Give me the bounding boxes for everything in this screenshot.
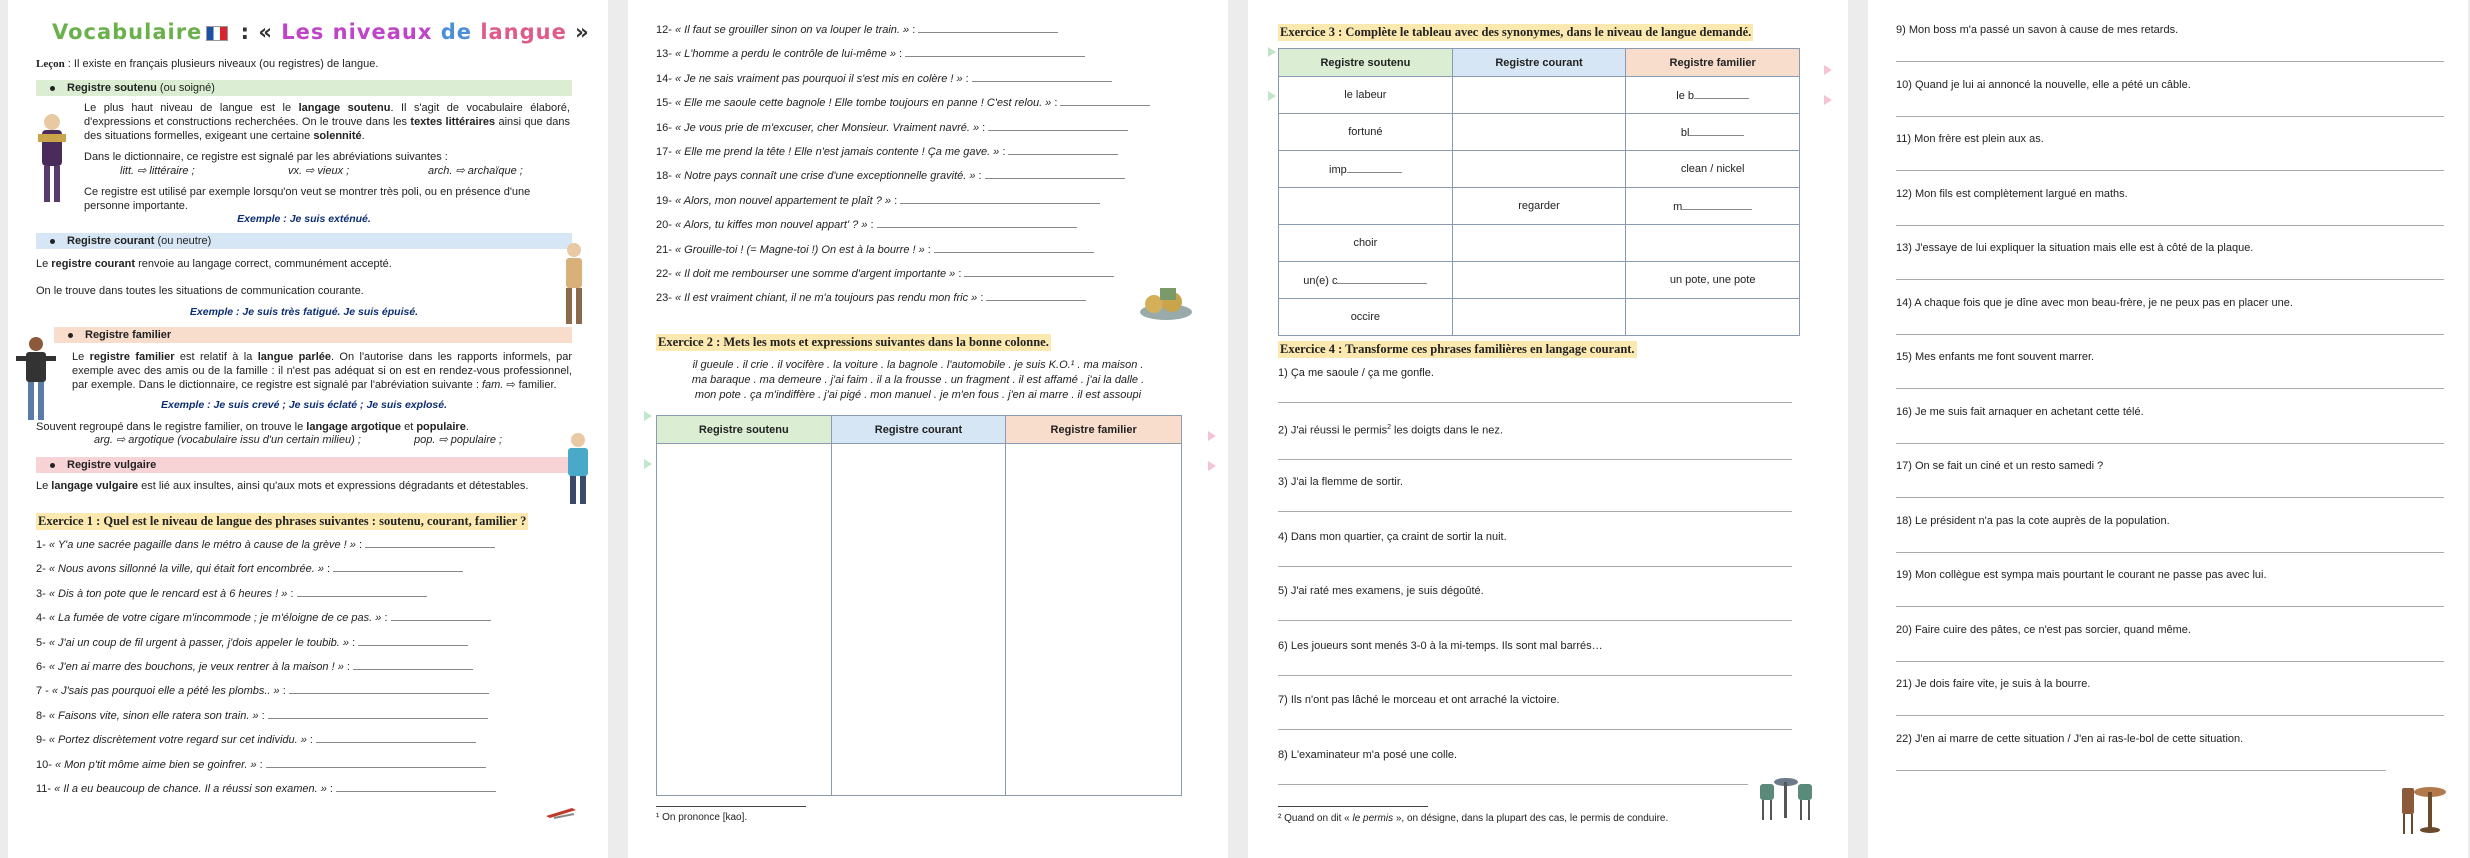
exercise-4-item: 17) On se fait un ciné et un resto samedi ? — [1896, 459, 2456, 514]
answer-line[interactable] — [1278, 459, 1792, 460]
answer-blank[interactable] — [986, 291, 1086, 301]
exercise-1-item: 21- « Grouille-toi ! (= Magne-toi !) On est à la bourre ! » : — [656, 243, 1150, 267]
word-bank-line: il gueule . il crie . il vocifère . la voiture . la bagnole . l'automobile . je suis K.O.¹ . ma maison . — [692, 359, 1144, 371]
exercise-4-item: 8) L'examinateur m'a posé une colle. — [1278, 748, 1808, 803]
exercise-1-item: 14- « Je ne sais vraiment pas pourquoi il s'est mis en colère ! » : — [656, 72, 1150, 96]
table-cell[interactable] — [1452, 114, 1626, 151]
familier-example: Exemple : Je suis crevé ; Je suis éclaté ; Je suis explosé. — [161, 399, 447, 411]
answer-blank[interactable] — [365, 538, 495, 548]
answer-line[interactable] — [1896, 225, 2444, 226]
exercise-2-word-bank — [656, 358, 1180, 403]
exercise-1-item: 22- « Il doit me rembourser une somme d'argent importante » : — [656, 267, 1150, 291]
answer-blank[interactable] — [1337, 274, 1427, 284]
column-header-familier: Registre familier — [1006, 416, 1182, 444]
decorative-arrow-icon — [1188, 430, 1216, 442]
column-header-courant: Registre courant — [831, 416, 1006, 444]
exercise-4-item: 10) Quand je lui ai annoncé la nouvelle, elle a pété un câble. — [1896, 78, 2456, 133]
title-word: Les niveaux — [281, 20, 433, 44]
answer-line[interactable] — [1896, 116, 2444, 117]
title-punct: » — [566, 20, 590, 44]
exercise-1-item: 1- « Y'a une sacrée pagaille dans le métro à cause de la grève ! » : — [36, 538, 496, 562]
exercise-4-list — [1278, 366, 1808, 802]
table-cell[interactable]: le b — [1626, 77, 1800, 114]
cafe-chairs-illustration — [1756, 762, 1816, 824]
answer-blank[interactable] — [934, 243, 1094, 253]
decorative-arrow-icon — [1804, 64, 1832, 76]
exercise-4-item: 14) A chaque fois que je dîne avec mon beau-frère, je ne peux pas en placer une. — [1896, 296, 2456, 351]
column-header-familier: Registre familier — [1626, 49, 1800, 77]
answer-blank[interactable] — [358, 636, 468, 646]
table-cell[interactable]: le labeur — [1279, 77, 1453, 114]
courant-example: Exemple : Je suis très fatigué. Je suis épuisé. — [189, 306, 419, 318]
answer-blank[interactable] — [918, 23, 1058, 33]
word-bank-line: mon pote . ça m'indiffère . j'ai pigé . mon manuel . je m'en fous . j'en ai marre . il est assoupi — [694, 389, 1142, 401]
answer-blank[interactable] — [391, 611, 491, 621]
table-cell[interactable] — [1452, 151, 1626, 188]
exercise-3-heading: Exercice 3 : Complète le tableau avec des synonymes, dans le niveau de langue demandé. — [1280, 25, 1752, 39]
abbr-arg: arg. ⇨ argotique (vocabulaire issu d'un certain milieu) ; — [94, 434, 361, 446]
exercise-1-item: 19- « Alors, mon nouvel appartement te plaît ? » : — [656, 194, 1150, 218]
exercise-4-item: 11) Mon frère est plein aux as. — [1896, 132, 2456, 187]
table-cell[interactable]: choir — [1279, 225, 1453, 262]
answer-blank[interactable] — [1060, 96, 1150, 106]
worksheet-page-4 — [1868, 0, 2468, 858]
answer-blank[interactable] — [333, 562, 463, 572]
abbr-litt: litt. ⇨ littéraire ; — [120, 165, 195, 177]
footnote: ² Quand on dit « le permis », on désigne, dans la plupart des cas, le permis de conduire. — [1278, 813, 1669, 824]
column-header-soutenu: Registre soutenu — [657, 416, 832, 444]
exercise-1-item: 20- « Alors, tu kiffes mon nouvel appart' ? » : — [656, 218, 1150, 242]
abbr-vx: vx. ⇨ vieux ; — [288, 165, 350, 177]
decorative-arrow-icon — [1248, 46, 1276, 58]
exercise-3-table — [1278, 48, 1800, 336]
answer-line[interactable] — [1896, 334, 2444, 335]
decorative-arrow-icon — [1248, 90, 1276, 102]
table-cell[interactable] — [1452, 262, 1626, 299]
column-header-soutenu: Registre soutenu — [1279, 49, 1453, 77]
table-cell[interactable]: imp — [1279, 151, 1453, 188]
page-title — [52, 20, 590, 44]
answer-line[interactable] — [1278, 729, 1792, 730]
exercise-1-item: 23- « Il est vraiment chiant, il ne m'a toujours pas rendu mon fric » : — [656, 291, 1150, 315]
exercise-1-item: 9- « Portez discrètement votre regard sur cet individu. » : — [36, 733, 496, 757]
exercise-4-item: 6) Les joueurs sont menés 3-0 à la mi-temps. Ils sont mal barrés… — [1278, 639, 1808, 694]
answer-blank[interactable] — [877, 218, 1077, 228]
bistro-table-illustration — [2398, 768, 2454, 836]
answer-blank[interactable] — [353, 660, 473, 670]
table-cell[interactable]: regarder — [1452, 188, 1626, 225]
exercise-4-item: 7) Ils n'ont pas lâché le morceau et ont arraché la victoire. — [1278, 693, 1808, 748]
answer-line[interactable] — [1278, 620, 1792, 621]
column-header-courant: Registre courant — [1452, 49, 1626, 77]
exercise-4-item: 22) J'en ai marre de cette situation / J'en ai ras-le-bol de cette situation. — [1896, 732, 2456, 787]
answer-blank[interactable] — [972, 72, 1112, 82]
worksheet-page-2 — [628, 0, 1228, 858]
exercise-4-item: 16) Je me suis fait arnaquer en achetant cette télé. — [1896, 405, 2456, 460]
answer-blank[interactable] — [1694, 89, 1749, 99]
lesson-intro: Leçon : Il existe en français plusieurs niveaux (ou registres) de langue. — [36, 58, 379, 70]
answer-line[interactable] — [1896, 770, 2386, 771]
exercise-4-item: 3) J'ai la flemme de sortir. — [1278, 475, 1808, 530]
exercise-4-item: 5) J'ai raté mes examens, je suis dégoûté. — [1278, 584, 1808, 639]
answer-line[interactable] — [1896, 61, 2444, 62]
exercise-1-list — [36, 538, 496, 806]
exercise-1-item: 4- « La fumée de votre cigare m'incommode ; je m'éloigne de ce pas. » : — [36, 611, 496, 635]
french-flag-icon — [206, 26, 228, 41]
answer-line[interactable] — [1278, 784, 1748, 785]
table-cell[interactable]: bl — [1626, 114, 1800, 151]
exercise-4-item: 1) Ça me saoule / ça me gonfle. — [1278, 366, 1808, 421]
answer-blank[interactable] — [336, 782, 496, 792]
answer-line[interactable] — [1896, 606, 2444, 607]
answer-line[interactable] — [1896, 661, 2444, 662]
exercise-1-item: 17- « Elle me prend la tête ! Elle n'est jamais contente ! Ça me gave. » : — [656, 145, 1150, 169]
answer-line[interactable] — [1896, 170, 2444, 171]
exercise-1-item: 10- « Mon p'tit môme aime bien se goinfrer. » : — [36, 758, 496, 782]
footnote-separator — [656, 806, 806, 807]
exercise-1-heading: Exercice 1 : Quel est le niveau de langue des phrases suivantes : soutenu, courant, familier ? — [38, 514, 527, 528]
worksheet-page-1 — [8, 0, 608, 858]
nobleman-illustration — [32, 110, 72, 206]
exercise-4-list-continued — [1896, 23, 2456, 786]
exercise-1-item: 16- « Je vous prie de m'excuser, cher Monsieur. Vraiment navré. » : — [656, 121, 1150, 145]
exercise-1-list-continued — [656, 23, 1150, 316]
table-cell[interactable]: fortuné — [1279, 114, 1453, 151]
soutenu-usage: Ce registre est utilisé par exemple lorsqu'on veut se montrer très poli, ou en présence d'une personne importante. — [84, 186, 531, 212]
exercise-2-heading: Exercice 2 : Mets les mots et expressions suivantes dans la bonne colonne. — [658, 335, 1049, 349]
exercise-4-heading: Exercice 4 : Transforme ces phrases familières en langage courant. — [1280, 342, 1635, 356]
answer-blank[interactable] — [297, 587, 427, 597]
word-bank-line: ma baraque . ma demeure . j'ai faim . il a la frousse . un fragment . il est affamé . j'ai la dalle . — [691, 374, 1145, 386]
answer-blank[interactable] — [268, 709, 488, 719]
exercise-1-item: 5- « J'ai un coup de fil urgent à passer, j'dois appeler le toubib. » : — [36, 636, 496, 660]
courant-usage: On le trouve dans toutes les situations de communication courante. — [36, 285, 364, 297]
vulgaire-paragraph: Le langage vulgaire est lié aux insultes, ainsi qu'aux mots et expressions dégradants et détestables. — [36, 480, 529, 492]
answer-blank[interactable] — [964, 267, 1114, 277]
answer-blank[interactable] — [985, 169, 1125, 179]
answer-line[interactable] — [1278, 566, 1792, 567]
exercise-2-table — [656, 415, 1182, 796]
exercise-4-item: 20) Faire cuire des pâtes, ce n'est pas sorcier, quand même. — [1896, 623, 2456, 678]
exercise-4-item: 12) Mon fils est complètement largué en maths. — [1896, 187, 2456, 242]
courant-paragraph: Le registre courant renvoie au langage correct, communément accepté. — [36, 258, 392, 270]
title-word: langue — [480, 20, 567, 44]
exercise-4-item: 2) J'ai réussi le permis$^2$ les doigts dans le nez. — [1278, 421, 1808, 476]
answer-blank[interactable] — [1347, 163, 1402, 173]
title-punct: : « — [232, 20, 282, 44]
band-registre-courant: Registre courant (ou neutre) — [36, 233, 572, 249]
exercise-1-item: 11- « Il a eu beaucoup de chance. Il a réussi son examen. » : — [36, 782, 496, 806]
table-cell[interactable] — [1452, 299, 1626, 336]
exercise-1-item: 15- « Elle me saoule cette bagnole ! Elle tombe toujours en panne ! C'est relou. » : — [656, 96, 1150, 120]
familier-paragraph: Le registre familier est relatif à la langue parlée. On l'autorise dans les rapports informels, par exemple avec des amis ou de la famille : il n'est pas adéquat si on est en rendez-vous professionnel, par exemple. Dans le dictionnaire, ce registre est signalé par l'abréviation suivante : fam. ⇨ familier. — [72, 351, 572, 391]
band-registre-soutenu: Registre soutenu (ou soigné) — [36, 80, 572, 96]
band-registre-vulgaire: Registre vulgaire — [36, 457, 572, 473]
exercise-1-item: 12- « Il faut se grouiller sinon on va louper le train. » : — [656, 23, 1150, 47]
answer-blank[interactable] — [1008, 145, 1118, 155]
table-cell[interactable] — [1452, 225, 1626, 262]
exercise-4-item: 15) Mes enfants me font souvent marrer. — [1896, 350, 2456, 405]
exercise-1-item: 3- « Dis à ton pote que le rencard est à 6 heures ! » : — [36, 587, 496, 611]
abbr-pop: pop. ⇨ populaire ; — [414, 434, 503, 446]
soutenu-paragraph: Le plus haut niveau de langue est le langage soutenu. Il s'agit de vocabulaire élaboré, d'expressions et constructions recherchées. On le trouve dans les textes littéraires ainsi que dans des situations formelles, exigeant une certaine solennité. — [84, 102, 570, 142]
answer-blank[interactable] — [266, 758, 486, 768]
answer-line[interactable] — [1896, 552, 2444, 553]
answer-cell-courant[interactable] — [831, 444, 1006, 796]
answer-line[interactable] — [1278, 511, 1792, 512]
table-cell[interactable]: m — [1626, 188, 1800, 225]
decorative-arrow-icon — [1804, 94, 1832, 106]
money-pile-illustration — [1138, 282, 1194, 322]
exercise-1-item: 6- « J'en ai marre des bouchons, je veux rentrer à la maison ! » : — [36, 660, 496, 684]
table-cell[interactable]: un(e) c — [1279, 262, 1453, 299]
decorative-arrow-icon — [1188, 460, 1216, 472]
answer-cell-familier[interactable] — [1006, 444, 1182, 796]
answer-blank[interactable] — [905, 47, 1085, 57]
soutenu-dictionary-note: Dans le dictionnaire, ce registre est signalé par les abréviations suivantes : — [84, 151, 448, 163]
exercise-1-item: 18- « Notre pays connaît une crise d'une exceptionnelle gravité. » : — [656, 169, 1150, 193]
table-cell[interactable]: clean / nickel — [1626, 151, 1800, 188]
abbr-arch: arch. ⇨ archaïque ; — [428, 165, 523, 177]
answer-line[interactable] — [1896, 715, 2444, 716]
footnote-separator — [1278, 806, 1428, 807]
answer-line[interactable] — [1278, 402, 1792, 403]
answer-line[interactable] — [1896, 279, 2444, 280]
table-cell[interactable] — [1626, 225, 1800, 262]
answer-blank[interactable] — [988, 121, 1128, 131]
exercise-1-item: 13- « L'homme a perdu le contrôle de lui-même » : — [656, 47, 1150, 71]
answer-blank[interactable] — [289, 684, 489, 694]
exercise-1-item: 2- « Nous avons sillonné la ville, qui était fort encombrée. » : — [36, 562, 496, 586]
argotique-paragraph: Souvent regroupé dans le registre familier, on trouve le langage argotique et populaire. — [36, 421, 469, 433]
answer-line[interactable] — [1896, 443, 2444, 444]
exercise-4-item: 18) Le président n'a pas la cote auprès de la population. — [1896, 514, 2456, 569]
decorative-arrow-icon — [628, 410, 652, 422]
answer-blank[interactable] — [1689, 126, 1744, 136]
table-cell[interactable]: occire — [1279, 299, 1453, 336]
answer-line[interactable] — [1896, 497, 2444, 498]
answer-blank[interactable] — [316, 733, 476, 743]
decorative-arrow-icon — [628, 458, 652, 470]
answer-blank[interactable] — [1682, 200, 1752, 210]
title-word: de — [432, 20, 481, 44]
exercise-4-item: 19) Mon collègue est sympa mais pourtant le courant ne passe pas avec lui. — [1896, 568, 2456, 623]
footnote: ¹ On prononce [kao]. — [656, 812, 748, 823]
soutenu-example: Exemple : Je suis exténué. — [237, 213, 371, 225]
exercise-4-item: 21) Je dois faire vite, je suis à la bourre. — [1896, 677, 2456, 732]
angry-man-illustration — [560, 430, 596, 506]
table-cell[interactable]: un pote, une pote — [1626, 262, 1800, 299]
exercise-1-item: 8- « Faisons vite, sinon elle ratera son train. » : — [36, 709, 496, 733]
exercise-4-item: 9) Mon boss m'a passé un savon à cause de mes retards. — [1896, 23, 2456, 78]
answer-line[interactable] — [1896, 388, 2444, 389]
answer-line[interactable] — [1278, 675, 1792, 676]
band-registre-familier: Registre familier — [54, 327, 572, 343]
exercise-1-item: 7 - « J'sais pas pourquoi elle a pété les plombs.. » : — [36, 684, 496, 708]
exercise-4-item: 13) J'essaye de lui expliquer la situation mais elle est à côté de la plaque. — [1896, 241, 2456, 296]
table-cell[interactable] — [1452, 77, 1626, 114]
answer-cell-soutenu[interactable] — [657, 444, 832, 796]
title-word: Vocabulaire — [52, 20, 203, 44]
table-cell[interactable] — [1279, 188, 1453, 225]
answer-blank[interactable] — [900, 194, 1100, 204]
table-cell[interactable] — [1626, 299, 1800, 336]
pen-illustration — [544, 804, 578, 820]
exercise-4-item: 4) Dans mon quartier, ça craint de sortir la nuit. — [1278, 530, 1808, 585]
worksheet-page-3 — [1248, 0, 1848, 858]
